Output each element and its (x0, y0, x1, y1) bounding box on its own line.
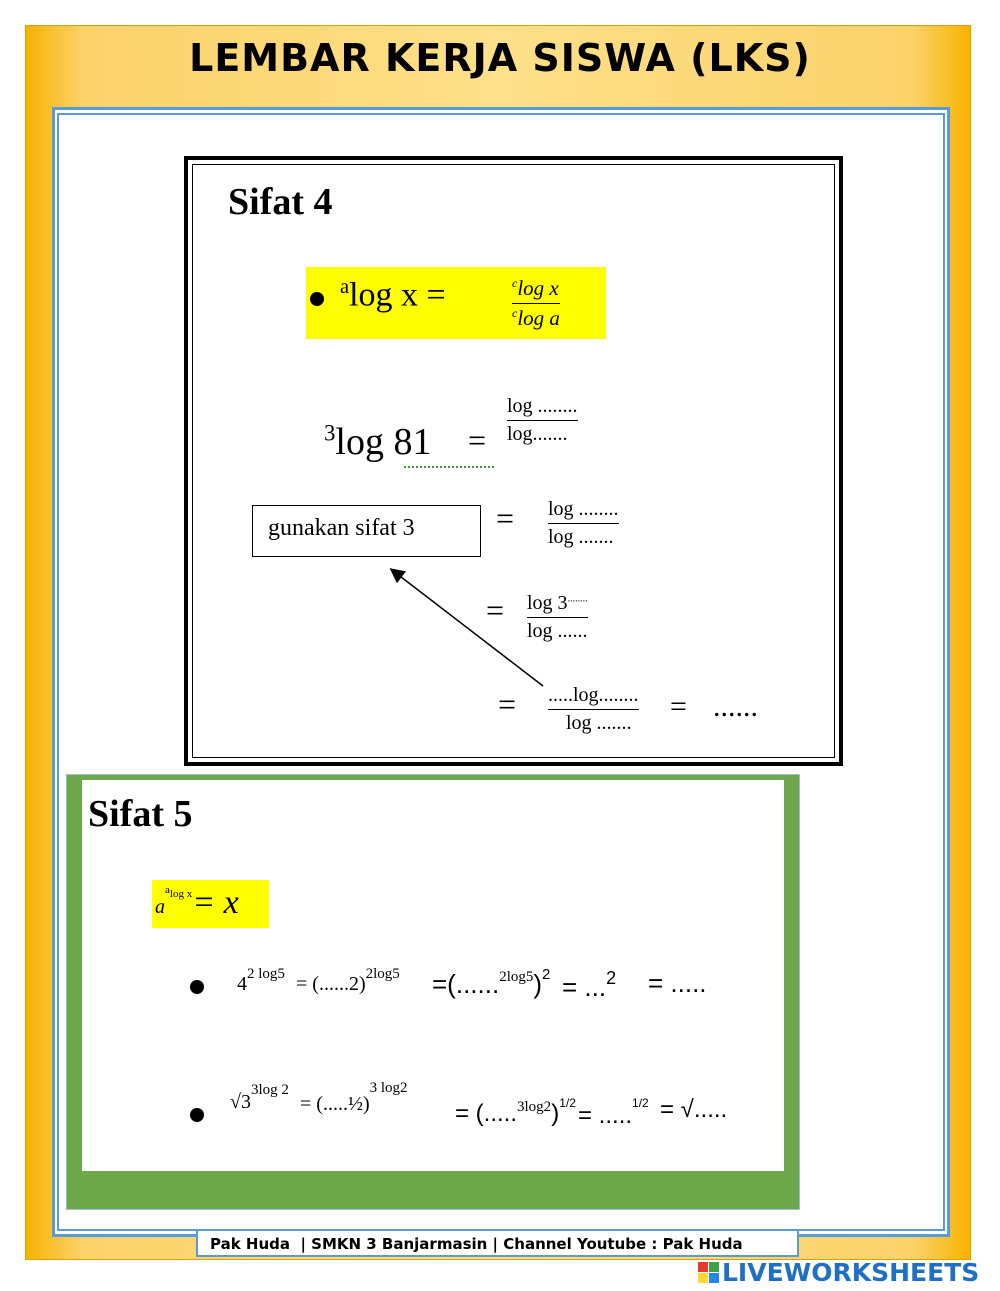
answer-slot[interactable]: log ....... (548, 526, 614, 548)
page-title: LEMBAR KERJA SISWA (LKS) (189, 36, 811, 80)
sifat4-line2-fraction (548, 498, 619, 549)
bullet-icon (190, 1108, 204, 1122)
sifat5-item2-c: = $(.....^{3log2})^{1/2}$ (455, 1096, 576, 1127)
answer-slot[interactable]: =(...... (432, 969, 500, 999)
sifat5-item1-a: $4^{2 log5}$ (237, 966, 285, 995)
sifat5-formula: $a^{alog x}= x$ (155, 884, 239, 921)
answer-slot[interactable]: .....log........ (548, 684, 639, 706)
answer-slot[interactable]: = (..... (455, 1100, 518, 1127)
sifat4-line4-eq2: = (670, 690, 687, 723)
sifat4-line1-eq: = (468, 422, 487, 458)
sifat5-item2-d: = .....$^{1/2}$ (578, 1096, 649, 1129)
sifat5-item2-b: = (.....½)$^{3 log2}$ (300, 1080, 408, 1115)
sifat4-heading: Sifat 4 (228, 181, 333, 223)
answer-slot[interactable]: log....... (507, 423, 568, 445)
sifat5-item1-e[interactable]: = ..... (648, 968, 707, 998)
sifat5-heading: Sifat 5 (88, 793, 193, 835)
sifat4-line3-fraction: log 3........ log ...... (527, 592, 588, 642)
answer-slot[interactable]: = ... (562, 972, 607, 1002)
answer-slot[interactable]: log ...... (527, 620, 588, 642)
sifat5-item1-b: = $(......2)^{2log5}$ (296, 966, 400, 995)
sifat4-line4-eq: = (498, 686, 517, 722)
watermark (698, 1257, 979, 1287)
sifat4-line3-eq: = (486, 592, 505, 628)
sifat5-item1-c: $=(......^{2log5})^2$ (432, 966, 551, 999)
footer-credit: Pak Huda | SMKN 3 Banjarmasin | Channel Youtube : Pak Huda (196, 1229, 799, 1257)
answer-slot[interactable]: log ........ (548, 498, 619, 520)
sifat5-item1-d: = ...$^2$ (562, 968, 617, 1002)
spellcheck-underline (404, 462, 494, 468)
answer-slot[interactable]: = (......2) (296, 973, 366, 995)
watermark-text: LIVEWORKSHEETS (722, 1257, 980, 1287)
answer-slot[interactable]: = (.....½) (300, 1093, 370, 1115)
sifat5-item2-e[interactable]: = √..... (660, 1096, 728, 1123)
sifat4-formula-fraction: $^c$log x $^c$log a (512, 276, 560, 330)
answer-slot[interactable]: log ....... (566, 712, 632, 734)
sifat4-line1-lhs: $^3$log 81 (324, 420, 432, 463)
liveworksheets-logo-icon (698, 1262, 719, 1283)
hint-arrow (380, 560, 550, 690)
bullet-icon (190, 980, 204, 994)
answer-slot[interactable]: ........ (567, 593, 588, 605)
bullet-icon (310, 292, 324, 306)
answer-slot[interactable]: = ..... (578, 1102, 633, 1129)
hint-box: gunakan sifat 3 (252, 505, 481, 557)
sifat4-line4-fraction (548, 684, 639, 735)
answer-slot[interactable]: log ........ (507, 395, 578, 417)
sifat4-line1-fraction (507, 395, 578, 446)
sifat4-line2-eq: = (496, 500, 515, 536)
sifat4-result-slot[interactable]: ...... (713, 690, 758, 723)
sifat5-item2-a: $√3^{3log 2}$ (230, 1082, 289, 1113)
sifat4-formula-lhs: $^a$log x = (340, 276, 446, 314)
